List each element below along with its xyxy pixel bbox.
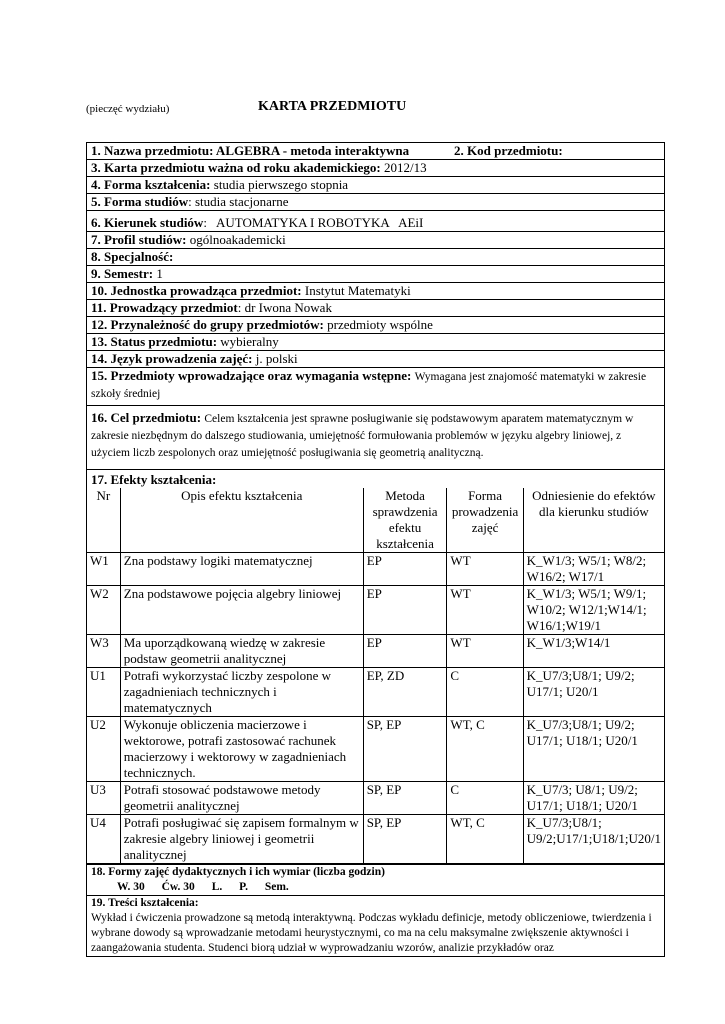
- header-nr: Nr: [87, 488, 120, 553]
- hours-project: P.: [239, 881, 248, 893]
- header-verification-method: Metoda sprawdzenia efektu kształcenia: [363, 488, 447, 553]
- field-lecturer: [87, 300, 664, 317]
- field-course-content: [87, 896, 664, 956]
- cell-form: WT: [447, 553, 523, 586]
- field-3-label: 3. Karta przedmiotu ważna od roku akademickiego:: [91, 160, 381, 175]
- table-row: [87, 553, 664, 586]
- field-prerequisites: [87, 368, 664, 406]
- faculty-stamp: (pieczęć wydziału): [86, 103, 170, 115]
- cell-method: EP, ZD: [363, 668, 447, 717]
- cell-nr: U4: [87, 815, 120, 864]
- field-class-forms: [87, 864, 664, 896]
- cell-reference: K_U7/3;U8/1; U9/2; U17/1; U18/1; U20/1: [523, 717, 664, 782]
- field-10-value: Instytut Matematyki: [304, 283, 411, 298]
- field-12-value: przedmioty wspólne: [327, 317, 433, 332]
- field-valid-year: [87, 160, 664, 177]
- field-12-label: 12. Przynależność do grupy przedmiotów:: [91, 317, 324, 332]
- table-row: [87, 668, 664, 717]
- field-3-value: 2012/13: [383, 160, 427, 175]
- cell-form: WT, C: [447, 717, 523, 782]
- field-learning-outcomes-title: [87, 470, 664, 488]
- hours-lecture: W. 30: [117, 881, 145, 893]
- cell-reference: K_W1/3;W14/1: [523, 635, 664, 668]
- field-8-label: 8. Specjalność:: [91, 249, 174, 264]
- cell-description: Wykonuje obliczenia macierzowe i wektorowe, potrafi zastosować rachunek macierzowy i wektorowy w zagadnieniach technicznych.: [120, 717, 363, 782]
- field-14-label: 14. Język prowadzenia zajęć:: [91, 351, 253, 366]
- cell-form: C: [447, 668, 523, 717]
- field-7-value: ogólnoakademicki: [189, 232, 286, 247]
- cell-nr: U3: [87, 782, 120, 815]
- field-16-value: Celem kształcenia jest sprawne posługiwanie się podstawowym aparatem matematycznym w zakresie niezbędnym do dalszego studiowania, umiejętność formułowania problemów w języku algebry liniowej, z użyciem liczb zespolonych oraz umiejętność posługiwania się geometrią analityczną.: [91, 413, 634, 459]
- hours-seminar: Sem.: [264, 881, 289, 893]
- header-class-form: Forma prowadzenia zajęć: [447, 488, 523, 553]
- field-unit: [87, 283, 664, 300]
- field-10-label: 10. Jednostka prowadząca przedmiot:: [91, 283, 302, 298]
- hours-lab: L.: [211, 881, 223, 893]
- field-specialty: [87, 249, 664, 266]
- cell-method: SP, EP: [363, 815, 447, 864]
- field-profile: [87, 232, 664, 249]
- table-row: [87, 782, 664, 815]
- field-14-value: j. polski: [255, 351, 298, 366]
- field-1-label: 1. Nazwa przedmiotu: ALGEBRA - metoda interaktywna: [91, 143, 410, 158]
- table-row: [87, 635, 664, 668]
- cell-description: Potrafi posługiwać się zapisem formalnym w zakresie algebry liniowej i geometrii analitycznej: [120, 815, 363, 864]
- cell-form: WT, C: [447, 815, 523, 864]
- cell-method: SP, EP: [363, 782, 447, 815]
- cell-description: Zna podstawowe pojęcia algebry liniowej: [120, 586, 363, 635]
- cell-form: WT: [447, 586, 523, 635]
- field-4-value: studia pierwszego stopnia: [213, 177, 349, 192]
- field-2-label: 2. Kod przedmiotu:: [454, 143, 563, 158]
- field-9-value: 1: [156, 266, 163, 281]
- field-13-label: 13. Status przedmiotu:: [91, 334, 218, 349]
- field-18-label: 18. Formy zajęć dydaktycznych i ich wymiar (liczba godzin): [91, 866, 385, 878]
- course-card: [86, 142, 665, 957]
- cell-reference: K_W1/3; W5/1; W8/2; W16/2; W17/1: [523, 553, 664, 586]
- page-title: KARTA PRZEDMIOTU: [258, 99, 407, 114]
- table-row: [87, 717, 664, 782]
- cell-description: Potrafi stosować podstawowe metody geometrii analitycznej: [120, 782, 363, 815]
- cell-description: Potrafi wykorzystać liczby zespolone w zagadnieniach technicznych i matematycznych: [120, 668, 363, 717]
- field-4-label: 4. Forma kształcenia:: [91, 177, 211, 192]
- cell-nr: U2: [87, 717, 120, 782]
- cell-form: C: [447, 782, 523, 815]
- cell-method: EP: [363, 586, 447, 635]
- field-6-label: 6. Kierunek studiów: [91, 215, 204, 230]
- field-course-goal: [87, 406, 664, 470]
- hours-exercises: Ćw. 30: [161, 881, 195, 893]
- field-education-form: [87, 177, 664, 194]
- learning-outcomes-table: [87, 488, 664, 864]
- field-field-of-study: [87, 211, 664, 232]
- cell-description: Zna podstawy logiki matematycznej: [120, 553, 363, 586]
- cell-nr: U1: [87, 668, 120, 717]
- field-11-label: 11. Prowadzący przedmiot: [91, 300, 238, 315]
- cell-reference: K_W1/3; W5/1; W9/1; W10/2; W12/1;W14/1; W16/1;W19/1: [523, 586, 664, 635]
- field-11-value: : dr Iwona Nowak: [237, 300, 332, 315]
- field-group: [87, 317, 664, 334]
- field-5-value: : studia stacjonarne: [188, 194, 289, 209]
- cell-reference: K_U7/3;U8/1; U9/2; U17/1; U20/1: [523, 668, 664, 717]
- header-description: Opis efektu kształcenia: [120, 488, 363, 553]
- cell-nr: W1: [87, 553, 120, 586]
- class-hours: [91, 880, 660, 895]
- field-semester: [87, 266, 664, 283]
- field-19-label: 19. Treści kształcenia:: [91, 897, 199, 909]
- cell-reference: K_U7/3; U8/1; U9/2; U17/1; U18/1; U20/1: [523, 782, 664, 815]
- cell-description: Ma uporządkowaną wiedzę w zakresie podstaw geometrii analitycznej: [120, 635, 363, 668]
- field-study-form: [87, 194, 664, 211]
- field-15-value: Wymagana jest znajomość matematyki w zakresie szkoły średniej: [91, 371, 647, 400]
- field-17-label: 17. Efekty kształcenia:: [91, 472, 217, 487]
- cell-reference: K_U7/3;U8/1; U9/2;U17/1;U18/1;U20/1: [523, 815, 664, 864]
- table-header-row: [87, 488, 664, 553]
- field-16-label: 16. Cel przedmiotu:: [91, 410, 202, 425]
- field-7-label: 7. Profil studiów:: [91, 232, 187, 247]
- field-13-value: wybieralny: [220, 334, 279, 349]
- field-19-text: Wykład i ćwiczenia prowadzone są metodą interaktywną. Podczas wykładu definicje, metody obliczeniowe, twierdzenia i wybrane dowody są wprowadzanie metodami heurystycznymi, co ma na celu maksymalne zwiększenie aktywności i zaangażowania studenta. Studenci biorą udział w wyprowadzaniu wzorów, analizie przykładów oraz: [91, 912, 652, 954]
- table-row: [87, 586, 664, 635]
- field-5-label: 5. Forma studiów: [91, 194, 189, 209]
- field-language: [87, 351, 664, 368]
- field-6-value: : AUTOMATYKA I ROBOTYKA AEiI: [203, 215, 424, 230]
- field-15-label: 15. Przedmioty wprowadzające oraz wymagania wstępne:: [91, 368, 412, 383]
- field-status: [87, 334, 664, 351]
- cell-method: EP: [363, 553, 447, 586]
- field-course-name: [87, 143, 664, 160]
- header-reference: Odniesienie do efektów dla kierunku studiów: [523, 488, 664, 553]
- cell-nr: W3: [87, 635, 120, 668]
- field-9-label: 9. Semestr:: [91, 266, 154, 281]
- cell-nr: W2: [87, 586, 120, 635]
- cell-method: SP, EP: [363, 717, 447, 782]
- cell-method: EP: [363, 635, 447, 668]
- cell-form: WT: [447, 635, 523, 668]
- table-row: [87, 815, 664, 864]
